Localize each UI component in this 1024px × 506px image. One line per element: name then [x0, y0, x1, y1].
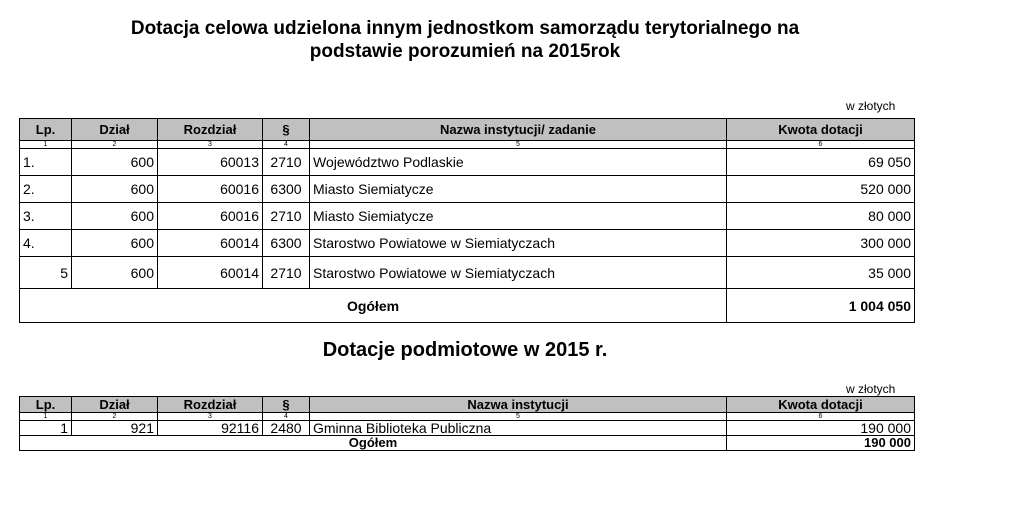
cell-rozdzial: 60014: [158, 230, 263, 257]
column-index: 2: [72, 141, 158, 149]
column-index: 2: [72, 413, 158, 421]
cell-paragraf: 6300: [263, 176, 310, 203]
column-index: 5: [310, 141, 727, 149]
cell-rozdzial: 60013: [158, 149, 263, 176]
table-row: [20, 149, 915, 176]
header-nazwa: Nazwa instytucji: [310, 397, 727, 413]
cell-nazwa: Gminna Biblioteka Publiczna: [310, 421, 727, 436]
cell-paragraf: 6300: [263, 230, 310, 257]
cell-kwota: 190 000: [727, 421, 915, 436]
document-title-line-2: podstawie porozumień na 2015rok: [309, 41, 621, 62]
cell-kwota: 300 000: [727, 230, 915, 257]
document-title-line-1: Dotacja celowa udzielona innym jednostkom samorządu terytorialnego na: [130, 18, 800, 39]
cell-dzial: 600: [72, 203, 158, 230]
header-paragraf: §: [263, 397, 310, 413]
cell-nazwa: Województwo Podlaskie: [310, 149, 727, 176]
cell-nazwa: Starostwo Powiatowe w Siemiatyczach: [310, 230, 727, 257]
table-row: [20, 203, 915, 230]
total-row: [20, 436, 915, 451]
cell-kwota: 69 050: [727, 149, 915, 176]
header-dzial: Dział: [72, 397, 158, 413]
header-rozdzial: Rozdział: [158, 119, 263, 141]
header-kwota: Kwota dotacji: [727, 397, 915, 413]
column-index: 1: [20, 141, 72, 149]
header-lp: Lp.: [20, 119, 72, 141]
cell-kwota: 80 000: [727, 203, 915, 230]
column-index: 3: [158, 141, 263, 149]
cell-dzial: 600: [72, 149, 158, 176]
cell-lp: 1.: [20, 149, 72, 176]
cell-paragraf: 2710: [263, 149, 310, 176]
cell-rozdzial: 60016: [158, 176, 263, 203]
subject-grants-table: [19, 396, 915, 451]
column-index: 6: [727, 141, 915, 149]
header-nazwa: Nazwa instytucji/ zadanie: [310, 119, 727, 141]
total-row: [20, 289, 915, 323]
column-index: 3: [158, 413, 263, 421]
cell-nazwa: Starostwo Powiatowe w Siemiatyczach: [310, 257, 727, 289]
table-header-row: [20, 397, 915, 413]
table-row: [20, 257, 915, 289]
cell-dzial: 600: [72, 257, 158, 289]
table-row: [20, 421, 915, 436]
cell-lp: 2.: [20, 176, 72, 203]
header-paragraf: §: [263, 119, 310, 141]
cell-paragraf: 2710: [263, 257, 310, 289]
cell-rozdzial: 60014: [158, 257, 263, 289]
cell-lp: 5: [20, 257, 72, 289]
total-label: Ogółem: [20, 436, 727, 451]
total-value: 1 004 050: [727, 289, 915, 323]
cell-rozdzial: 60016: [158, 203, 263, 230]
cell-lp: 4.: [20, 230, 72, 257]
cell-lp: 1: [20, 421, 72, 436]
header-kwota: Kwota dotacji: [727, 119, 915, 141]
column-index: 4: [263, 413, 310, 421]
table-row: [20, 176, 915, 203]
unit-label-2: w złotych: [846, 382, 896, 396]
cell-dzial: 600: [72, 230, 158, 257]
header-lp: Lp.: [20, 397, 72, 413]
cell-nazwa: Miasto Siemiatycze: [310, 203, 727, 230]
section-2-title: Dotacje podmiotowe w 2015 r.: [322, 339, 608, 361]
header-rozdzial: Rozdział: [158, 397, 263, 413]
cell-dzial: 921: [72, 421, 158, 436]
cell-dzial: 600: [72, 176, 158, 203]
table-row: [20, 230, 915, 257]
cell-lp: 3.: [20, 203, 72, 230]
column-index: 4: [263, 141, 310, 149]
cell-paragraf: 2710: [263, 203, 310, 230]
column-index: 6: [727, 413, 915, 421]
column-index: 5: [310, 413, 727, 421]
total-label: Ogółem: [20, 289, 727, 323]
total-value: 190 000: [727, 436, 915, 451]
cell-nazwa: Miasto Siemiatycze: [310, 176, 727, 203]
cell-kwota: 520 000: [727, 176, 915, 203]
column-index: 1: [20, 413, 72, 421]
column-index-row: [20, 413, 915, 421]
header-dzial: Dział: [72, 119, 158, 141]
cell-rozdzial: 92116: [158, 421, 263, 436]
table-header-row: [20, 119, 915, 141]
cell-paragraf: 2480: [263, 421, 310, 436]
targeted-grants-table: [19, 118, 915, 323]
unit-label-1: w złotych: [846, 99, 896, 113]
cell-kwota: 35 000: [727, 257, 915, 289]
column-index-row: [20, 141, 915, 149]
